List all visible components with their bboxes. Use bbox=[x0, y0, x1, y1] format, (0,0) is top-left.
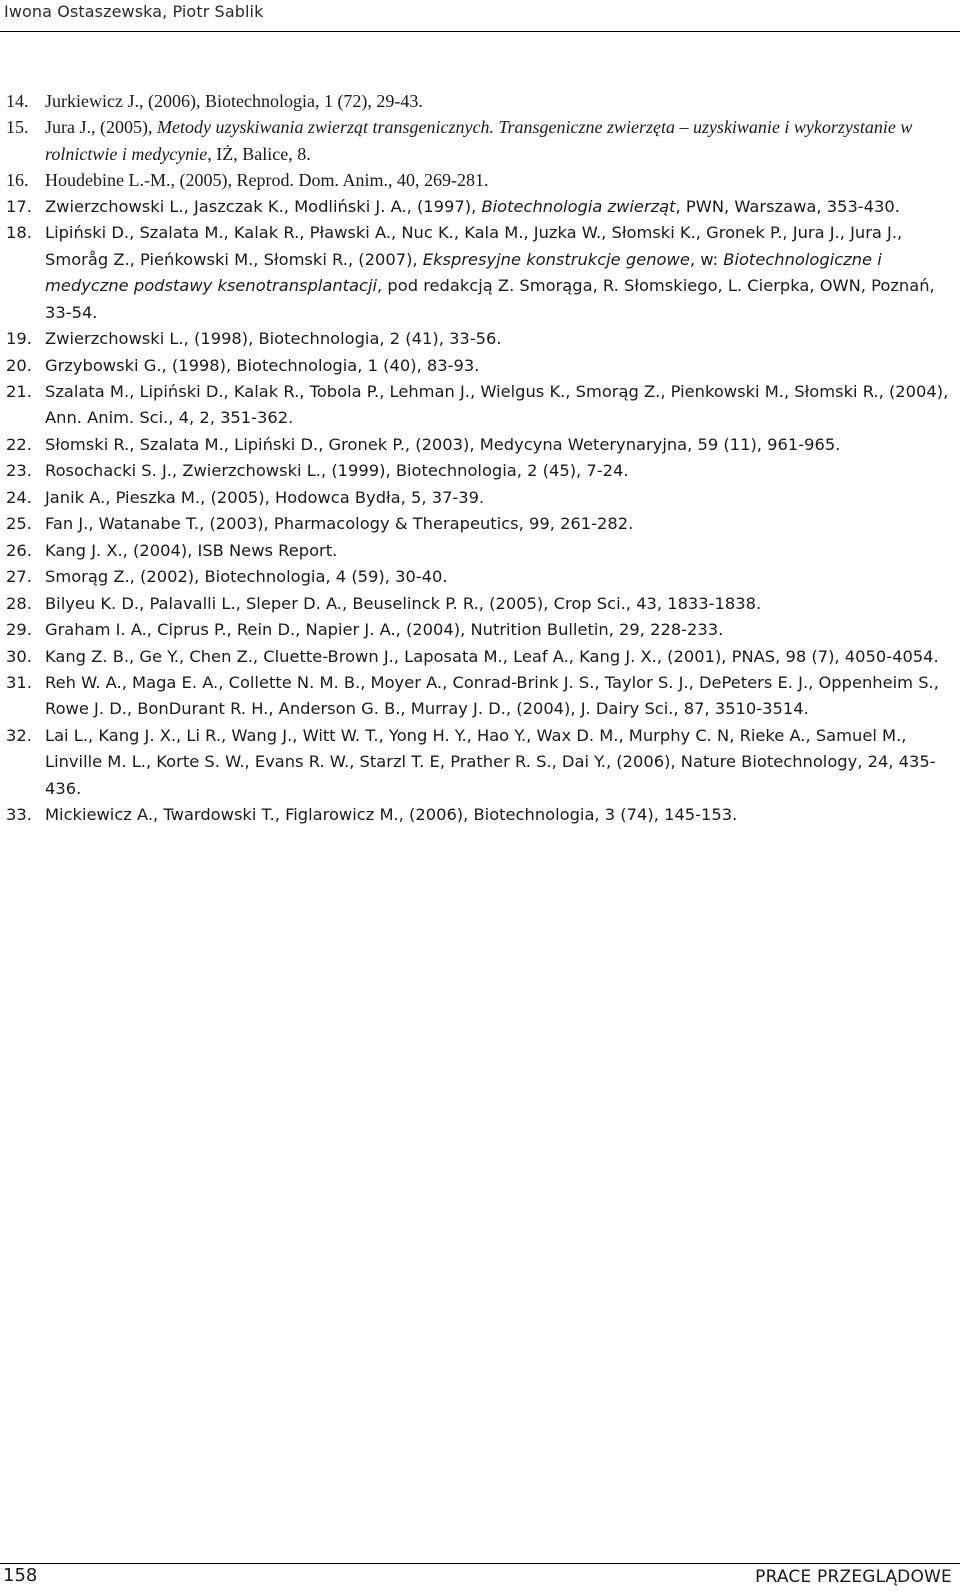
reference-text-segment: Graham I. A., Ciprus P., Rein D., Napier J. A., (2004), Nutrition Bulletin, 29, 228-233. bbox=[45, 620, 724, 640]
reference-number: 16. bbox=[6, 170, 29, 191]
reference-item bbox=[6, 167, 951, 193]
reference-item bbox=[6, 670, 951, 723]
reference-number: 20. bbox=[6, 355, 32, 375]
reference-item bbox=[6, 511, 951, 537]
reference-text bbox=[45, 564, 951, 590]
reference-text-segment: Słomski R., Szalata M., Lipiński D., Gronek P., (2003), Medycyna Weterynaryjna, 59 (11), 961-965. bbox=[45, 434, 841, 454]
reference-number: 21. bbox=[6, 381, 32, 401]
reference-text bbox=[45, 617, 951, 643]
reference-item bbox=[6, 644, 951, 670]
reference-item bbox=[6, 723, 951, 802]
reference-text-segment: Lipiński D., Szalata M., Kalak R., Pławski A., Nuc K., Kala M., Juzka W., Słomski K., Gronek P., Jura J., Jura J., Smoråg Z., Pieńkowski M., Słomski R., (2007), bbox=[45, 223, 903, 269]
reference-text bbox=[45, 220, 951, 326]
reference-text-segment: Zwierzchowski L., Jaszczak K., Modliński J. A., (1997), bbox=[45, 196, 482, 216]
reference-text bbox=[45, 167, 951, 193]
reference-text bbox=[45, 194, 951, 220]
reference-number: 26. bbox=[6, 540, 32, 560]
reference-number: 28. bbox=[6, 593, 32, 613]
reference-text-segment: Lai L., Kang J. X., Li R., Wang J., Witt W. T., Yong H. Y., Hao Y., Wax D. M., Murphy C. N, Rieke A., Samuel M., Linville M. L., Korte S. W., Evans R. W., Starzl T. E, Prather R. S., Dai Y., (2006), Nature Biotechnology, 24, 435-436. bbox=[45, 725, 936, 798]
reference-text bbox=[45, 511, 951, 537]
reference-text bbox=[45, 88, 951, 114]
reference-number: 22. bbox=[6, 434, 32, 454]
reference-number: 23. bbox=[6, 461, 32, 481]
reference-number: 33. bbox=[6, 805, 32, 825]
reference-text bbox=[45, 326, 951, 352]
reference-text bbox=[45, 485, 951, 511]
reference-number: 15. bbox=[6, 117, 29, 138]
reference-item bbox=[6, 353, 951, 379]
reference-number: 24. bbox=[6, 487, 32, 507]
reference-item bbox=[6, 220, 951, 326]
reference-text-segment: Grzybowski G., (1998), Biotechnologia, 1 (40), 83-93. bbox=[45, 355, 480, 375]
header-rule bbox=[0, 31, 960, 32]
reference-text-segment: , PWN, Warszawa, 353-430. bbox=[675, 196, 900, 216]
reference-text bbox=[45, 802, 951, 828]
reference-text-segment: Smorąg Z., (2002), Biotechnologia, 4 (59), 30-40. bbox=[45, 567, 448, 587]
reference-text bbox=[45, 458, 951, 484]
reference-text bbox=[45, 114, 951, 167]
reference-text-segment: , pod redakcją Z. Smorąga, R. Słomskiego, L. Cierpka, OWN, Poznań, 33-54. bbox=[45, 276, 935, 322]
reference-number: 18. bbox=[6, 223, 32, 243]
footer-rule bbox=[0, 1563, 960, 1564]
running-header-authors: Iwona Ostaszewska, Piotr Sablik bbox=[4, 2, 264, 21]
reference-text-segment: Mickiewicz A., Twardowski T., Figlarowicz M., (2006), Biotechnologia, 3 (74), 145-153. bbox=[45, 805, 738, 825]
reference-number: 17. bbox=[6, 196, 32, 216]
reference-text-segment: Rosochacki S. J., Zwierzchowski L., (1999), Biotechnologia, 2 (45), 7-24. bbox=[45, 461, 629, 481]
reference-number: 31. bbox=[6, 672, 32, 692]
reference-text-segment: Bilyeu K. D., Palavalli L., Sleper D. A., Beuselinck P. R., (2005), Crop Sci., 43, 1833-1838. bbox=[45, 593, 762, 613]
reference-text-segment: Jurkiewicz J., (2006), Biotechnologia, 1 (72), 29-43. bbox=[45, 91, 423, 111]
reference-item bbox=[6, 591, 951, 617]
reference-text-segment: Kang Z. B., Ge Y., Chen Z., Cluette-Brown J., Laposata M., Leaf A., Kang J. X., (2001), PNAS, 98 (7), 4050-4054. bbox=[45, 646, 939, 666]
reference-item bbox=[6, 194, 951, 220]
journal-section-name: PRACE PRZEGLĄDOWE bbox=[755, 1567, 952, 1587]
reference-item bbox=[6, 326, 951, 352]
reference-title-italic: Ekspresyjne konstrukcje genowe bbox=[422, 249, 690, 269]
reference-list bbox=[6, 88, 951, 829]
reference-item bbox=[6, 114, 951, 167]
reference-item bbox=[6, 88, 951, 114]
reference-item bbox=[6, 538, 951, 564]
reference-text-segment: Kang J. X., (2004), ISB News Report. bbox=[45, 540, 338, 560]
reference-title-italic: Biotechnologiczne i medyczne podstawy ksenotransplantacji bbox=[45, 249, 882, 296]
reference-text-segment: , w: bbox=[689, 249, 724, 269]
reference-number: 25. bbox=[6, 514, 32, 534]
reference-text-segment: , IŻ, Balice, 8. bbox=[207, 143, 311, 164]
reference-text bbox=[45, 538, 951, 564]
reference-number: 29. bbox=[6, 620, 32, 640]
reference-item bbox=[6, 564, 951, 590]
reference-text bbox=[45, 353, 951, 379]
reference-number: 27. bbox=[6, 567, 32, 587]
reference-text bbox=[45, 723, 951, 802]
reference-number: 32. bbox=[6, 725, 32, 745]
reference-text-segment: Fan J., Watanabe T., (2003), Pharmacology & Therapeutics, 99, 261-282. bbox=[45, 514, 634, 534]
reference-text-segment: Reh W. A., Maga E. A., Collette N. M. B., Moyer A., Conrad-Brink J. S., Taylor S. J., DePeters E. J., Oppenheim S., Rowe J. D., BonDurant R. H., Anderson G. B., Murray J. D., (2004), J. Dairy Sci., 87, 3510-3514. bbox=[45, 672, 939, 719]
reference-number: 14. bbox=[6, 91, 29, 111]
reference-item bbox=[6, 802, 951, 828]
page-number: 158 bbox=[3, 1565, 38, 1586]
reference-title-italic: Metody uzyskiwania zwierząt transgenicznych. Transgeniczne zwierzęta – uzyskiwanie i wykorzystanie w rolnictwie i medycynie bbox=[45, 117, 913, 164]
reference-item bbox=[6, 485, 951, 511]
reference-text bbox=[45, 591, 951, 617]
reference-number: 19. bbox=[6, 329, 32, 349]
reference-text-segment: Houdebine L.-M., (2005), Reprod. Dom. Anim., 40, 269-281. bbox=[45, 170, 489, 191]
reference-text bbox=[45, 379, 951, 432]
reference-item bbox=[6, 458, 951, 484]
reference-text bbox=[45, 670, 951, 723]
reference-text-segment: Zwierzchowski L., (1998), Biotechnologia, 2 (41), 33-56. bbox=[45, 329, 502, 349]
reference-number: 30. bbox=[6, 646, 32, 666]
reference-text-segment: Szalata M., Lipiński D., Kalak R., Tobola P., Lehman J., Wielgus K., Smorąg Z., Pienkowski M., Słomski R., (2004), Ann. Anim. Sci., 4, 2, 351-362. bbox=[45, 381, 949, 428]
reference-item bbox=[6, 617, 951, 643]
reference-text-segment: Jura J., (2005), bbox=[45, 117, 157, 138]
reference-text bbox=[45, 644, 951, 670]
reference-item bbox=[6, 379, 951, 432]
reference-text bbox=[45, 432, 951, 458]
reference-text-segment: Janik A., Pieszka M., (2005), Hodowca Bydła, 5, 37-39. bbox=[45, 487, 485, 507]
reference-item bbox=[6, 432, 951, 458]
reference-title-italic: Biotechnologia zwierząt bbox=[481, 196, 676, 216]
